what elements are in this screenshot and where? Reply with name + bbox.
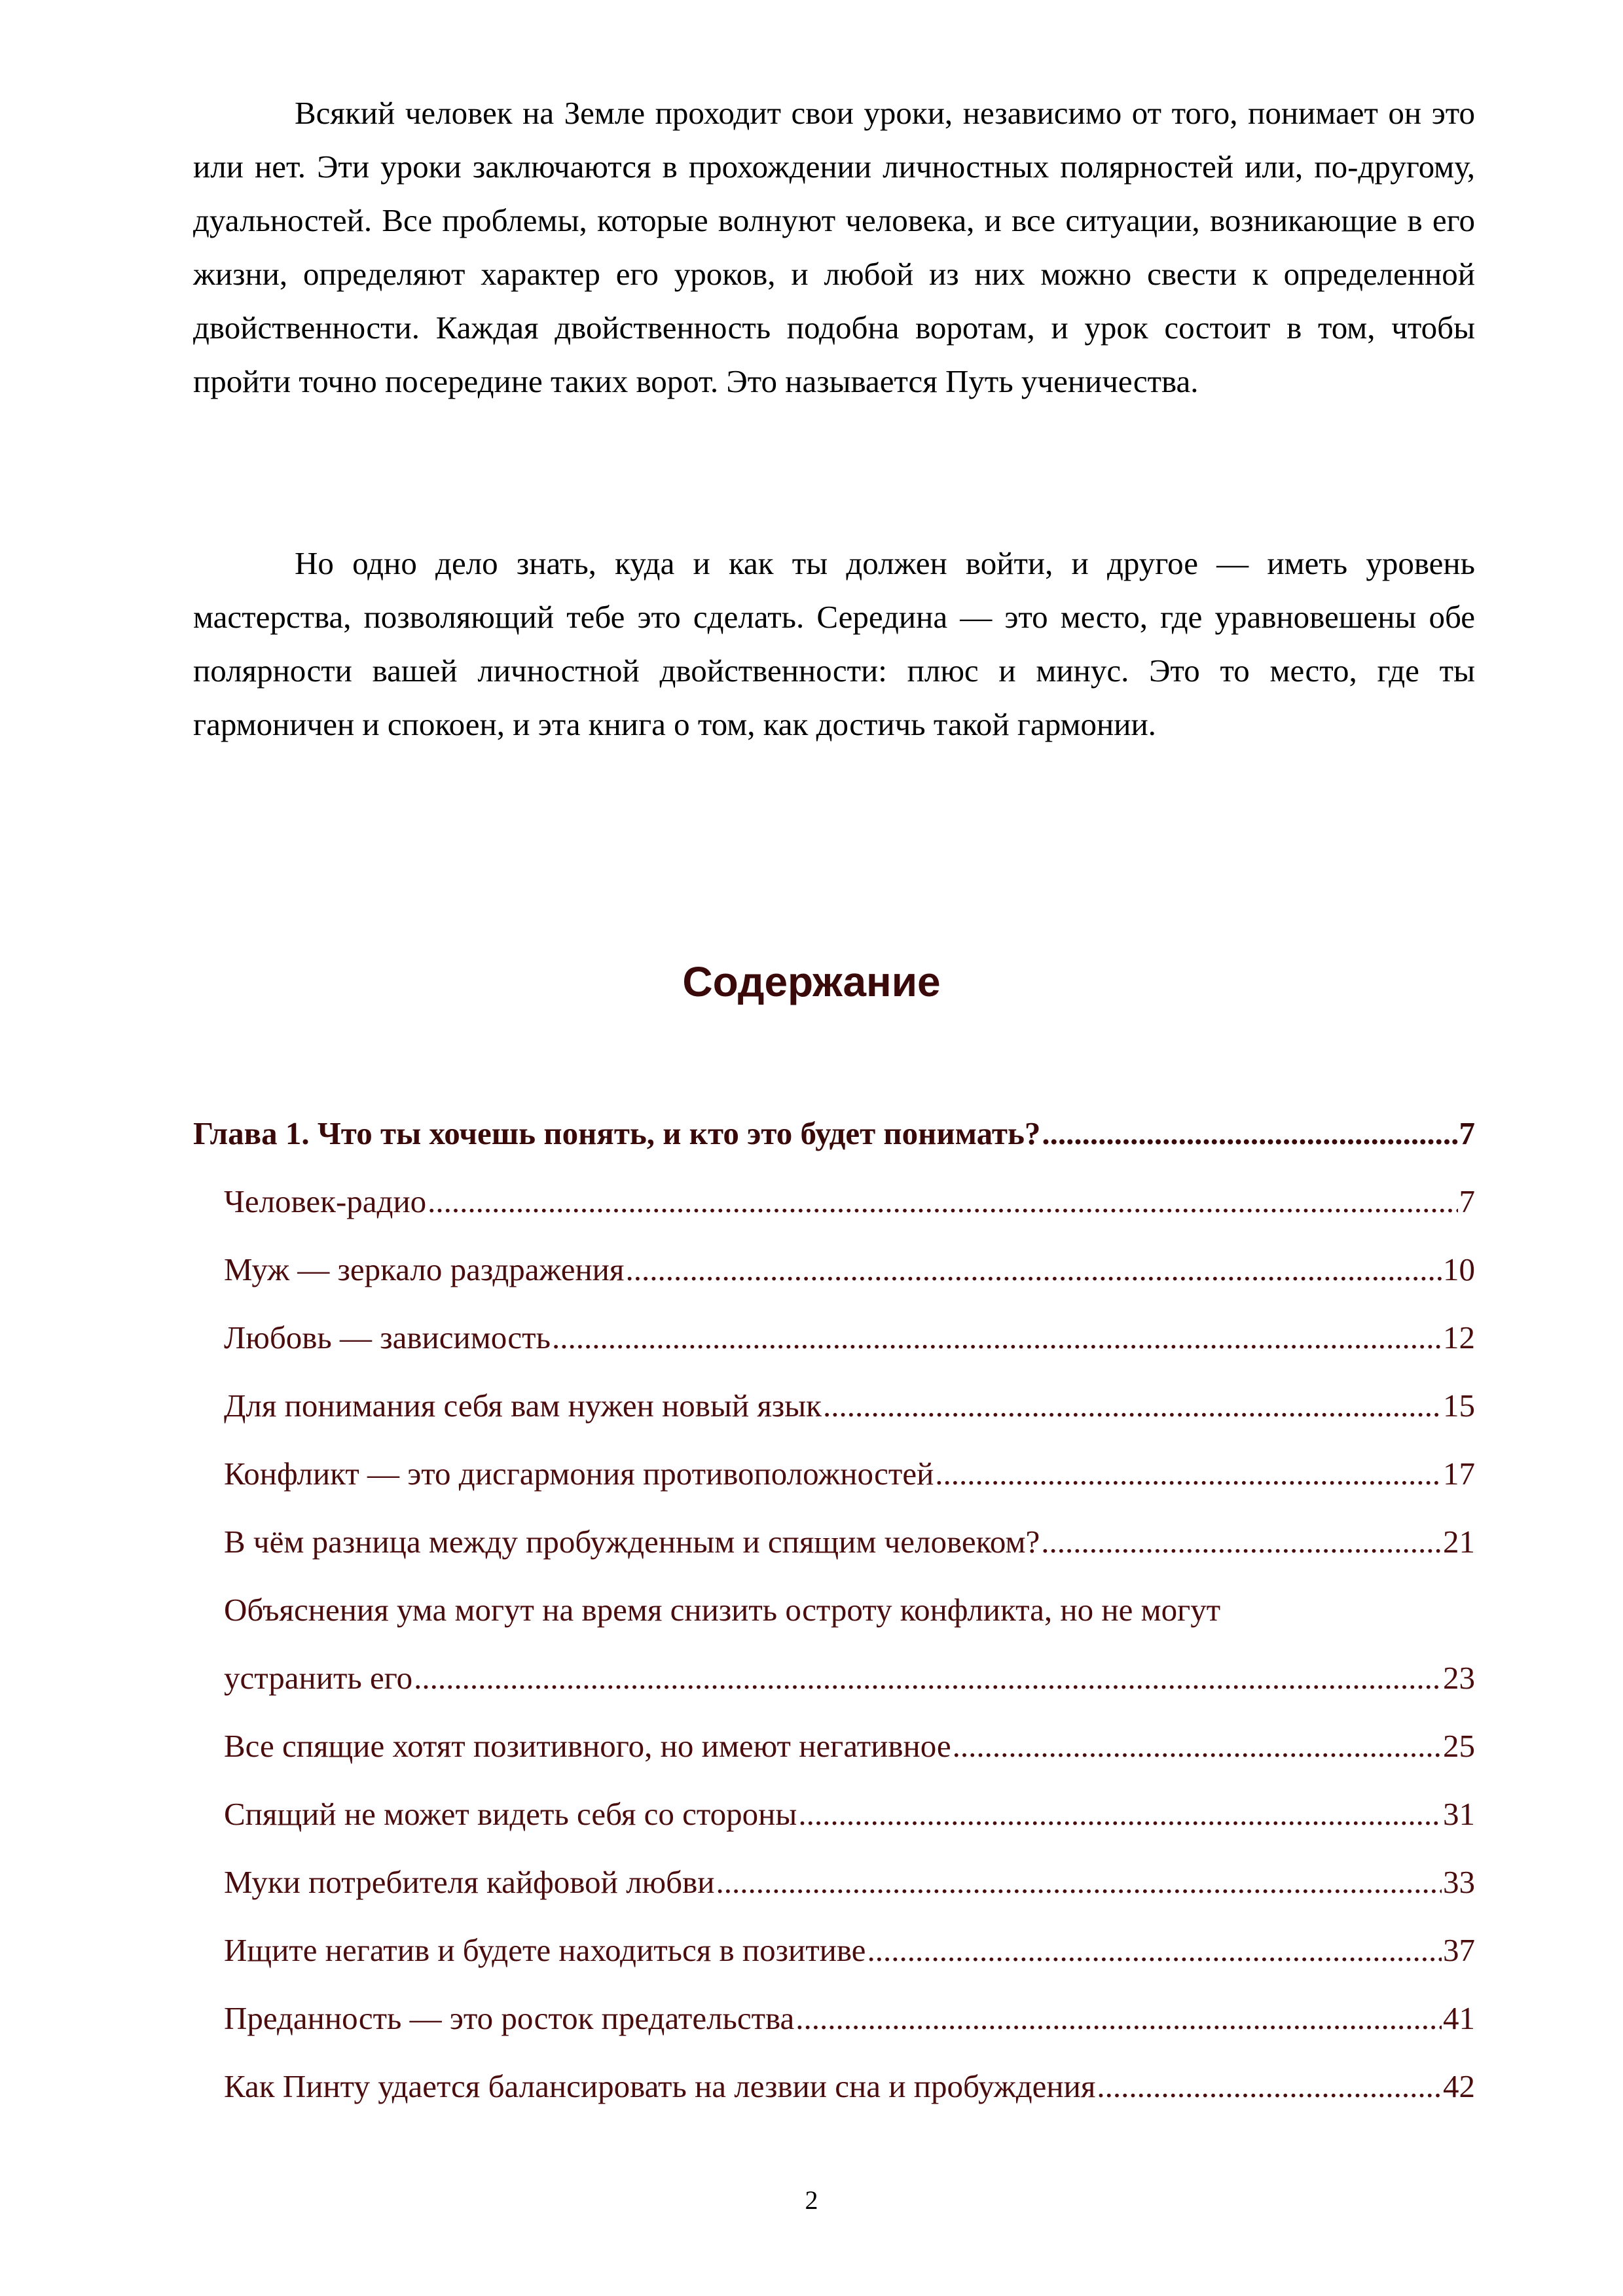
intro-paragraph-2: Но одно дело знать, куда и как ты должен войти, и другое — иметь уровень мастерства, позволяющий тебе это сделать. Середина — это место, где уравновешены обе полярности вашей личностной двойственности: плюс и минус. Это то место, где ты гармоничен и спокоен, и эта книга о том, как достичь такой гармонии.	[193, 545, 1475, 742]
toc-entry-title: Муж — зеркало раздражения	[224, 1251, 625, 1287]
toc-entry-page: 25	[1443, 1728, 1475, 1764]
toc-section-lyubov-zavisimost[interactable]	[193, 1318, 1475, 1357]
dot-leader	[935, 1454, 1442, 1494]
page-number: 2	[805, 2185, 818, 2215]
toc-chapter-1[interactable]	[193, 1114, 1475, 1153]
toc-entry-page: 7	[1459, 1115, 1475, 1151]
toc-entry-page: 33	[1443, 1864, 1475, 1900]
toc-entry-page: 37	[1443, 1932, 1475, 1968]
intro-paragraph-1: Всякий человек на Земле проходит свои уроки, независимо от того, понимает он это или нет. Эти уроки заключаются в прохождении личностных полярностей или, по-другому, дуальностей. Все проблемы, которые волнуют человека, и все ситуации, возникающие в его жизни, определяют характер его уроков, и любой из них можно свести к определенной двойственности. Каждая двойственность подобна воротам, и урок состоит в том, чтобы пройти точно посередине таких ворот. Это называется Путь ученичества.	[193, 95, 1475, 399]
dot-leader	[1097, 2067, 1442, 2106]
dot-leader	[428, 1182, 1457, 1221]
toc-entry-title: Конфликт — это дисгармония противоположностей	[224, 1456, 934, 1492]
table-of-contents	[193, 1114, 1475, 2135]
dot-leader	[795, 1999, 1442, 2038]
toc-section-spyashchii[interactable]	[193, 1795, 1475, 1834]
toc-section-raznitsa[interactable]	[193, 1522, 1475, 1562]
toc-entry-title-line-1: Объяснения ума могут на время снизить остроту конфликта, но не могут	[224, 1592, 1221, 1628]
dot-leader	[1042, 1114, 1457, 1153]
dot-leader	[867, 1931, 1442, 1970]
toc-entry-page: 17	[1443, 1456, 1475, 1492]
toc-section-muki[interactable]	[193, 1863, 1475, 1902]
toc-section-pintu[interactable]	[193, 2067, 1475, 2106]
toc-entry-title: Ищите негатив и будете находиться в позитиве	[224, 1932, 866, 1968]
toc-entry-title: Любовь — зависимость	[224, 1319, 551, 1355]
toc-section-novyi-yazyk[interactable]	[193, 1386, 1475, 1426]
dot-leader	[1041, 1522, 1442, 1562]
toc-entry-title: Для понимания себя вам нужен новый язык	[224, 1388, 822, 1424]
dot-leader	[953, 1727, 1442, 1766]
toc-entry-page: 42	[1443, 2068, 1475, 2104]
dot-leader	[798, 1795, 1442, 1834]
toc-section-predannost[interactable]	[193, 1999, 1475, 2038]
toc-section-vse-spyashchie[interactable]	[193, 1727, 1475, 1766]
dot-leader	[625, 1250, 1442, 1289]
toc-entry-page: 7	[1459, 1183, 1475, 1219]
toc-entry-title: Спящий не может видеть себя со стороны	[224, 1796, 797, 1832]
dot-leader	[716, 1863, 1442, 1902]
toc-heading: Содержание	[682, 958, 941, 1005]
toc-section-obyasneniya-uma[interactable]	[193, 1590, 1475, 1698]
toc-entry-title: Глава 1. Что ты хочешь понять, и кто это будет понимать?	[193, 1115, 1041, 1151]
toc-entry-title: Все спящие хотят позитивного, но имеют негативное	[224, 1728, 951, 1764]
dot-leader	[552, 1318, 1442, 1357]
toc-entry-title: Человек-радио	[224, 1183, 427, 1219]
toc-section-ishchite-negativ[interactable]	[193, 1931, 1475, 1970]
dot-leader	[823, 1386, 1442, 1426]
toc-section-chelovek-radio[interactable]	[193, 1182, 1475, 1221]
toc-entry-page: 15	[1443, 1388, 1475, 1424]
toc-entry-title: Как Пинту удается балансировать на лезвии сна и пробуждения	[224, 2068, 1096, 2104]
dot-leader	[414, 1659, 1442, 1698]
toc-entry-page: 12	[1443, 1319, 1475, 1355]
toc-entry-title: Муки потребителя кайфовой любви	[224, 1864, 715, 1900]
toc-entry-page: 31	[1443, 1796, 1475, 1832]
toc-entry-title: Преданность — это росток предательства	[224, 2000, 795, 2036]
toc-entry-title-line-2: устранить его	[224, 1660, 413, 1696]
toc-section-muzh-zerkalo[interactable]	[193, 1250, 1475, 1289]
toc-entry-page: 21	[1443, 1524, 1475, 1560]
toc-entry-page: 23	[1443, 1660, 1475, 1696]
toc-section-konflikt[interactable]	[193, 1454, 1475, 1494]
toc-entry-title: В чём разница между пробужденным и спящим человеком?	[224, 1524, 1040, 1560]
toc-entry-page: 10	[1443, 1251, 1475, 1287]
toc-entry-page: 41	[1443, 2000, 1475, 2036]
